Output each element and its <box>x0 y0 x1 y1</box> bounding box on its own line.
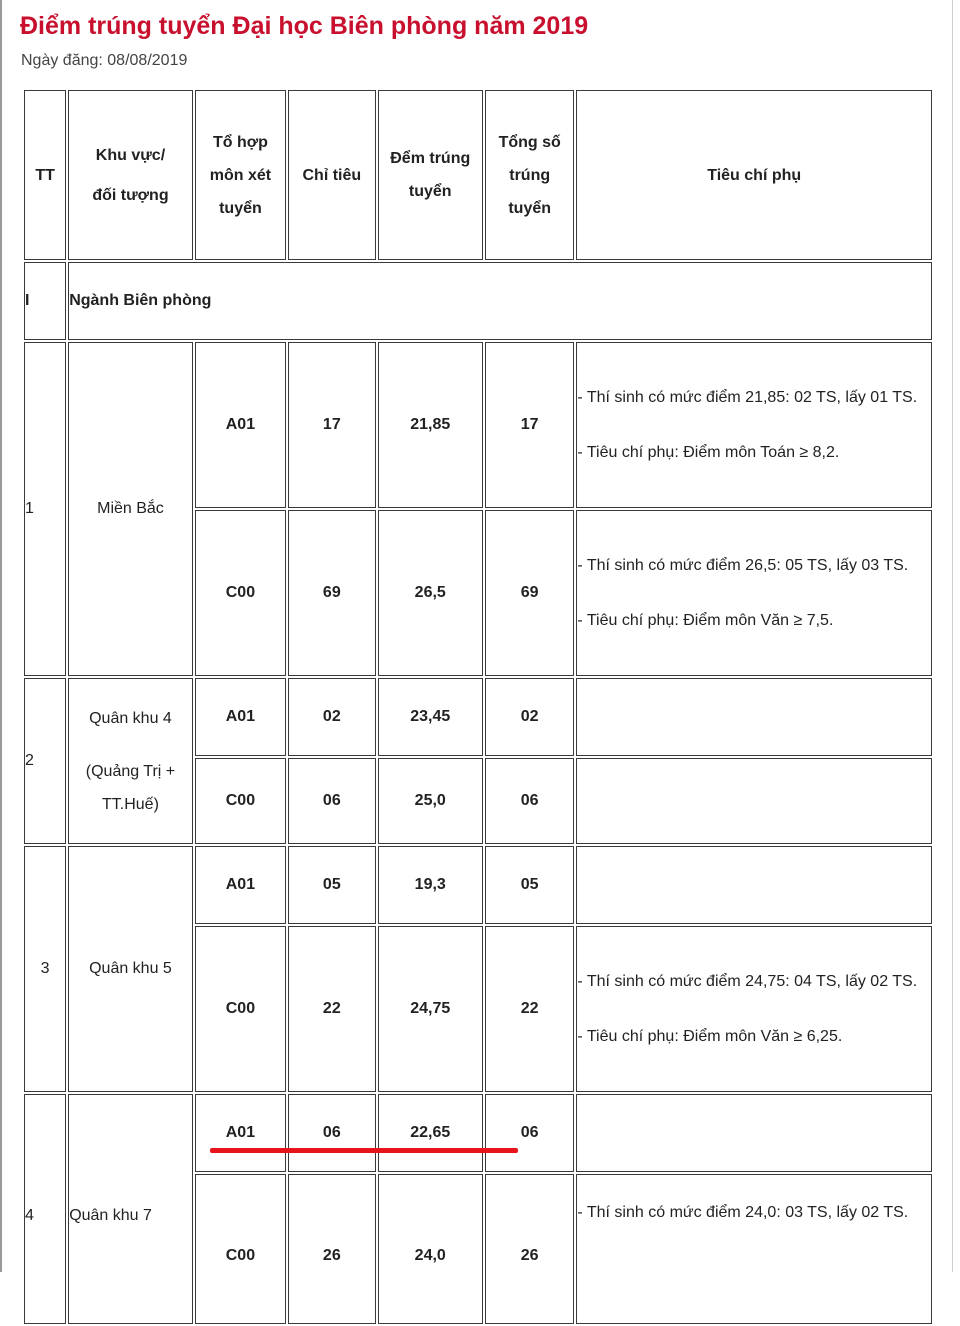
page-right-border <box>952 0 953 1272</box>
total-cell: 06 <box>485 1094 574 1172</box>
header-tt: TT <box>24 90 66 260</box>
table-row <box>24 846 932 924</box>
table-row <box>24 342 932 508</box>
header-quota: Chỉ tiêu <box>288 90 375 260</box>
admission-score-table <box>22 88 934 1326</box>
section-label: Ngành Biên phòng <box>68 262 932 340</box>
combo-cell: A01 <box>195 678 286 756</box>
section-row <box>24 262 932 340</box>
total-cell: 69 <box>485 510 574 676</box>
score-cell: 24,0 <box>378 1174 483 1324</box>
criteria-cell <box>576 758 932 844</box>
total-cell: 05 <box>485 846 574 924</box>
quota-cell: 17 <box>288 342 375 508</box>
quota-cell: 22 <box>288 926 375 1092</box>
row-number: 3 <box>24 846 66 1092</box>
table-header-row <box>24 90 932 260</box>
red-underline-annotation <box>210 1148 518 1153</box>
area-cell: Quân khu 4 (Quảng Trị + TT.Huế) <box>68 678 193 844</box>
quota-cell: 69 <box>288 510 375 676</box>
criteria-cell <box>576 846 932 924</box>
total-cell: 02 <box>485 678 574 756</box>
combo-cell: C00 <box>195 1174 286 1324</box>
combo-cell: C00 <box>195 510 286 676</box>
total-cell: 17 <box>485 342 574 508</box>
quota-cell: 06 <box>288 758 375 844</box>
area-cell: Quân khu 7 <box>68 1094 193 1324</box>
quota-cell: 26 <box>288 1174 375 1324</box>
header-subject-combo: Tổ hợp môn xét tuyển <box>195 90 286 260</box>
table-row <box>24 1094 932 1172</box>
score-cell: 25,0 <box>378 758 483 844</box>
row-number: 4 <box>24 1094 66 1324</box>
header-score: Đểm trúng tuyển <box>378 90 483 260</box>
header-area: Khu vực/ đối tượng <box>68 90 193 260</box>
total-cell: 26 <box>485 1174 574 1324</box>
criteria-cell: - Thí sinh có mức điểm 26,5: 05 TS, lấy 03 TS. - Tiêu chí phụ: Điểm môn Văn ≥ 7,5. <box>576 510 932 676</box>
criteria-cell: - Thí sinh có mức điểm 21,85: 02 TS, lấy 01 TS. - Tiêu chí phụ: Điểm môn Toán ≥ 8,2. <box>576 342 932 508</box>
post-date: Ngày đăng: 08/08/2019 <box>21 52 188 69</box>
combo-cell: C00 <box>195 926 286 1092</box>
score-cell: 19,3 <box>378 846 483 924</box>
section-number: I <box>24 262 66 340</box>
score-cell: 24,75 <box>378 926 483 1092</box>
combo-cell: C00 <box>195 758 286 844</box>
criteria-cell <box>576 1094 932 1172</box>
header-total: Tổng số trúng tuyển <box>485 90 574 260</box>
score-cell: 22,65 <box>378 1094 483 1172</box>
criteria-cell: - Thí sinh có mức điểm 24,75: 04 TS, lấy 02 TS. - Tiêu chí phụ: Điểm môn Văn ≥ 6,25. <box>576 926 932 1092</box>
area-cell: Quân khu 5 <box>68 846 193 1092</box>
combo-cell: A01 <box>195 846 286 924</box>
quota-cell: 02 <box>288 678 375 756</box>
total-cell: 06 <box>485 758 574 844</box>
table-row <box>24 678 932 756</box>
area-cell: Miền Bắc <box>68 342 193 676</box>
score-cell: 23,45 <box>378 678 483 756</box>
article-title: Điểm trúng tuyển Đại học Biên phòng năm 2019 <box>20 12 589 40</box>
total-cell: 22 <box>485 926 574 1092</box>
criteria-cell <box>576 678 932 756</box>
page-left-border <box>0 0 2 1272</box>
score-cell: 21,85 <box>378 342 483 508</box>
score-cell: 26,5 <box>378 510 483 676</box>
combo-cell: A01 <box>195 1094 286 1172</box>
header-criteria: Tiêu chí phụ <box>576 90 932 260</box>
row-number: 1 <box>24 342 66 676</box>
criteria-cell: - Thí sinh có mức điểm 24,0: 03 TS, lấy 02 TS. <box>576 1174 932 1324</box>
combo-cell: A01 <box>195 342 286 508</box>
row-number: 2 <box>24 678 66 844</box>
quota-cell: 06 <box>288 1094 375 1172</box>
quota-cell: 05 <box>288 846 375 924</box>
